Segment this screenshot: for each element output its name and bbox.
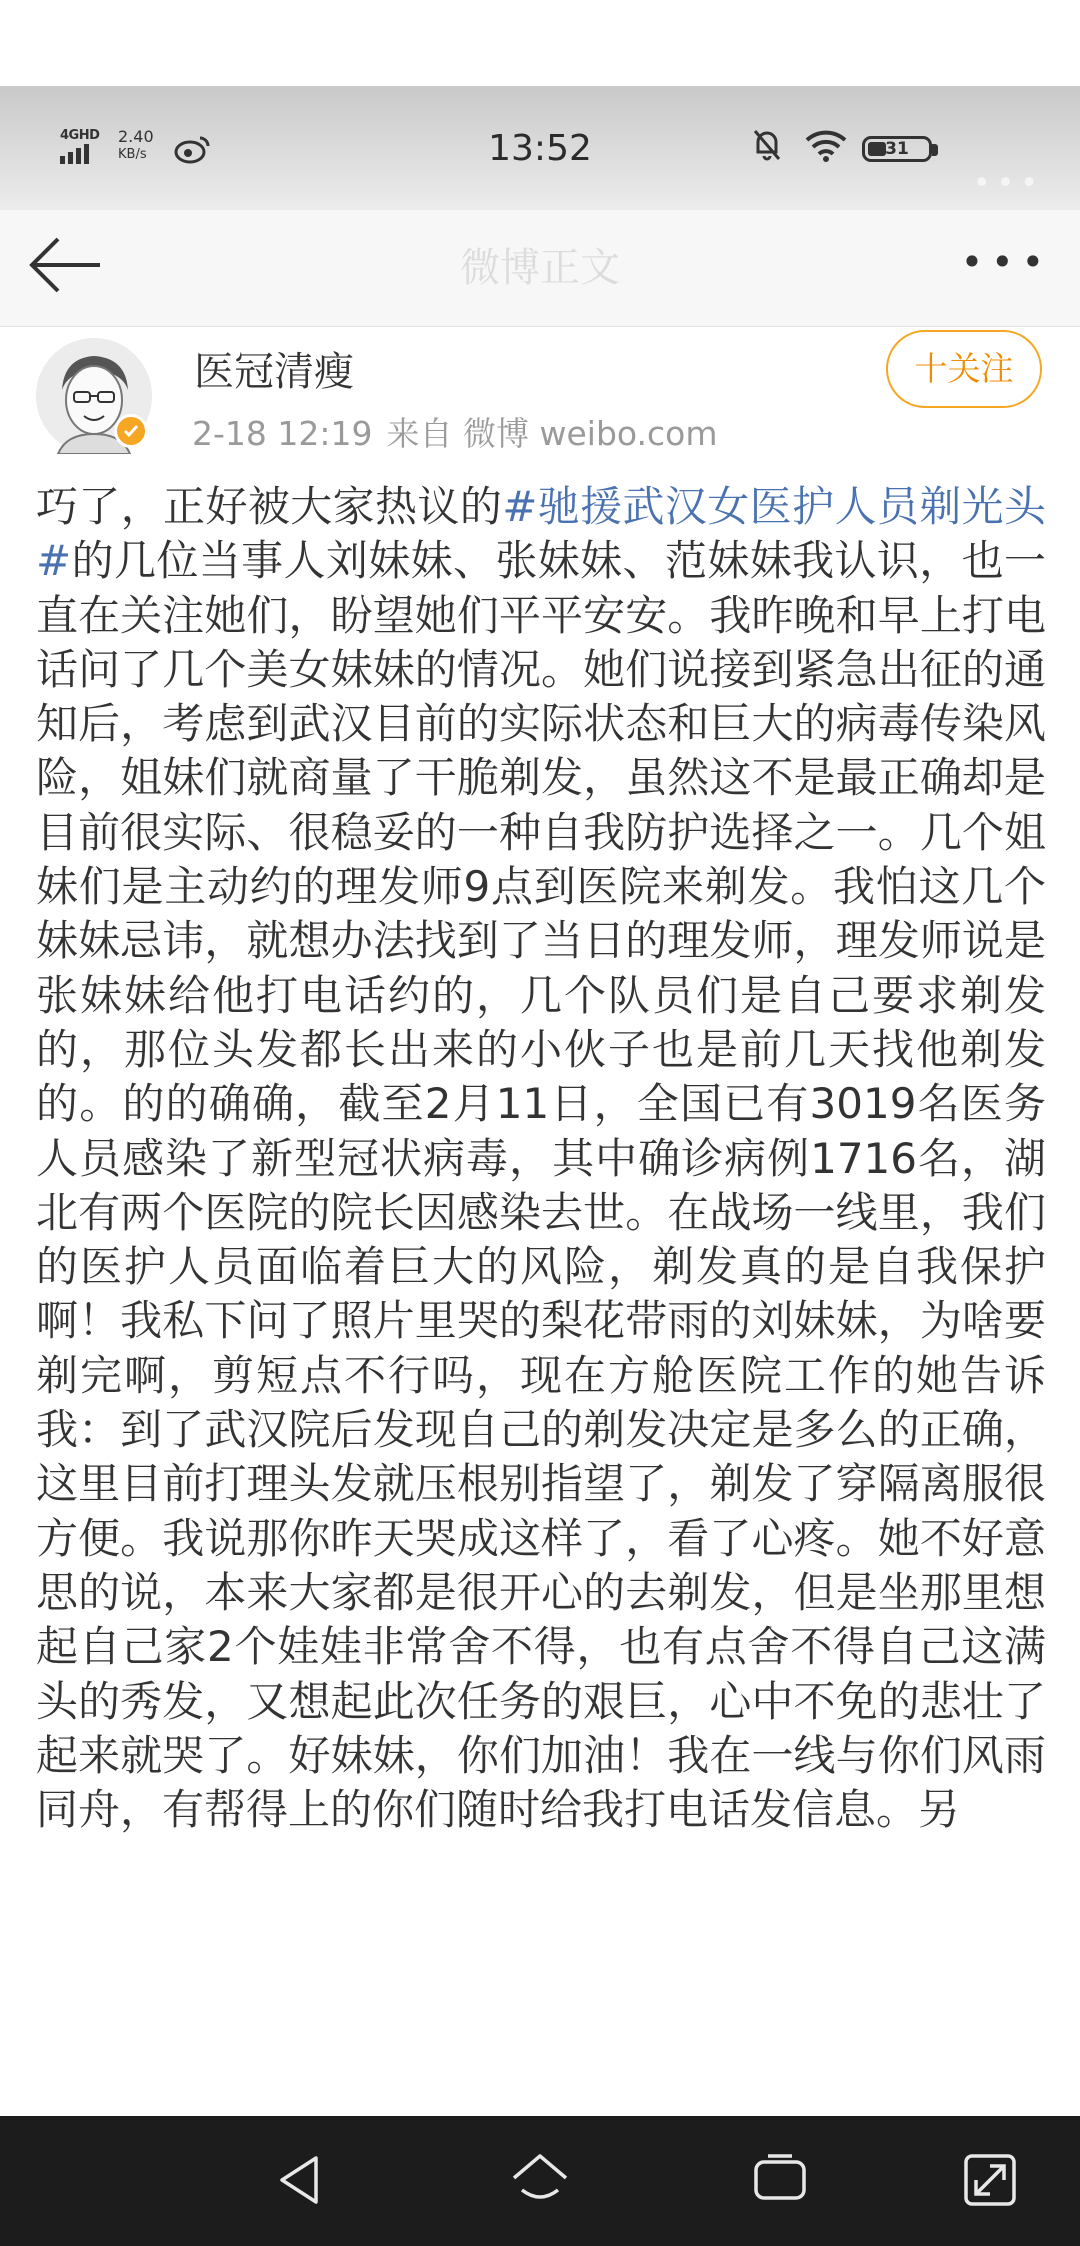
status-bar xyxy=(0,86,1080,210)
speed-value: 2.40 xyxy=(118,127,154,146)
mute-icon xyxy=(752,128,782,166)
clock: 13:52 xyxy=(488,128,592,169)
post-date: 2-18 12:19 xyxy=(192,414,373,453)
post-text-intro: 巧了，正好被大家热议的 xyxy=(36,482,503,531)
expand-icon xyxy=(960,2150,1020,2210)
more-icon: ••• xyxy=(960,240,1052,284)
post-source: 来自 微博 weibo.com xyxy=(386,414,718,453)
home-icon xyxy=(510,2150,570,2210)
page-title: 微博正文 xyxy=(460,245,620,291)
status-dots-icon: ••• xyxy=(972,166,1044,201)
post-meta xyxy=(192,408,731,455)
nav-recents-button[interactable] xyxy=(750,2150,810,2210)
app-header xyxy=(0,210,1080,327)
nav-expand-button[interactable] xyxy=(960,2150,1020,2210)
nav-back-button[interactable] xyxy=(270,2150,330,2210)
nav-home-button[interactable] xyxy=(510,2150,570,2210)
more-button[interactable] xyxy=(961,236,1052,288)
navigation-bar xyxy=(0,2116,1080,2246)
speed-unit: KB/s xyxy=(118,147,147,162)
battery-icon xyxy=(862,136,932,162)
verified-badge-icon xyxy=(114,414,148,448)
author-name[interactable]: 医冠清瘦 xyxy=(194,349,354,395)
post-text-main: 的几位当事人刘妹妹、张妹妹、范妹妹我认识，也一直在关注她们，盼望她们平平安安。我昨晚和早上打电话问了几个美女妹妹的情况。她们说接到紧急出征的通知后，考虑到武汉目前的实际状态和巨大的病毒传染风险，姐妹们就商量了干脆剃发，虽然这不是最正确却是目前很实际、很稳妥的一种自我防护选择之一。几个姐妹们是主动约的理发师9点到医院来剃发。我怕这几个妹妹忌讳，就想办法找到了当日的理发师，理发师说是张妹妹给他打电话约的，几个队员们是自己要求剃发的，那位头发都长出来的小伙子也是前几天找他剃发的。的的确确，截至2月11日，全国已有3019名医务人员感染了新型冠状病毒，其中确诊病例1716名，湖北有两个医院的院长因感染去世。在战场一线里，我们的医护人员面临着巨大的风险，剃发真的是自我保护啊！我私下问了照片里哭的梨花带雨的刘妹妹，为啥要剃完啊，剪短点不行吗，现在方舱医院工作的她告诉我：到了武汉院后发现自己的剃发决定是多么的正确，这里目前打理头发就压根别指望了，剃发了穿隔离服很方便。我说那你昨天哭成这样了，看了心疼。她不好意思的说，本来大家都是很开心的去剃发，但是坐那里想起自己家2个娃娃非常舍不得，也有点舍不得自己这满头的秀发，又想起此次任务的艰巨，心中不免的悲壮了起来就哭了。好妹妹，你们加油！我在一线与你们风雨同舟，有帮得上的你们随时给我打电话发信息。另 xyxy=(36,536,1046,1835)
battery-tip xyxy=(932,144,938,156)
hashtag-link[interactable]: #驰援武汉女医护人员剃光头# xyxy=(36,482,1046,586)
recents-icon xyxy=(750,2150,810,2210)
post-body xyxy=(36,480,1046,2116)
battery-level: 31 xyxy=(885,139,909,159)
back-icon xyxy=(270,2150,330,2210)
follow-button[interactable]: 十关注 xyxy=(886,330,1042,408)
network-type: 4GHD xyxy=(60,128,100,143)
wifi-icon xyxy=(805,130,847,166)
top-blank-area xyxy=(0,0,1080,86)
